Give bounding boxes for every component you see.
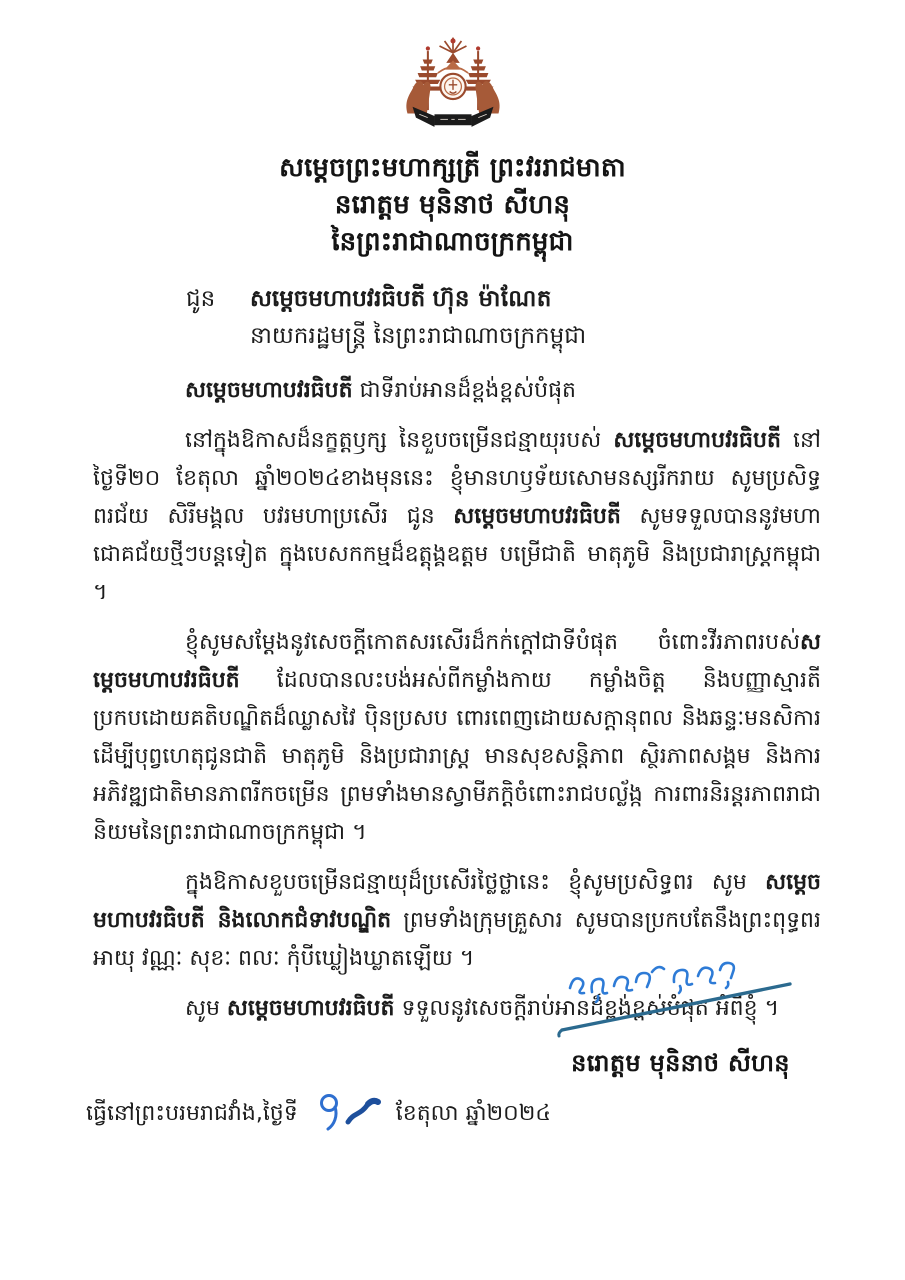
royal-arms-icon xyxy=(394,34,512,144)
recipient-line-1 xyxy=(250,286,552,312)
paragraph-2: ខ្ញុំសូមសម្តែងនូវសេចក្តីកោតសរសើរដ៏កក់ក្តៅជាទីបំផុត ចំពោះវីរភាពរបស់សម្តេចមហាបវរធិបតី ដែលបានលះបង់អស់ពីកម្លាំងកាយ កម្លាំងចិត្ត និងបញ្ញាស្មារតី ប្រកបដោយគតិបណ្ឌិតដ៏ឈ្លាសវៃ ប៉ិនប្រសប ពោរពេញដោយសក្តានុពល និងឆន្ទៈមនសិការ ដើម្បីបុព្វហេតុជូនជាតិ មាតុភូមិ និងប្រជារាស្ត្រ មានសុខសន្តិភាព ស្ថិរភាពសង្គម និងការអភិវឌ្ឍជាតិមានភាពរីកចម្រើន ព្រមទាំងមានស្វាមីភក្តិចំពោះរាជបល្ល័ង្ក ការពារនិរន្តរភាពរាជានិយមនៃព្រះរាជាណាចក្រកម្ពុជា ។ xyxy=(93,630,821,845)
recipient-name: ហ៊ុន ម៉ាណែត xyxy=(432,286,552,312)
royal-header xyxy=(0,150,905,261)
crest-container xyxy=(0,34,905,144)
dateline-suffix: ខែតុលា ឆ្នាំ២០២៤ xyxy=(395,1101,551,1126)
recipient-block xyxy=(186,281,586,355)
recipient-title: សម្តេចមហាបវរធិបតី xyxy=(250,286,426,312)
paragraph-1: នៅក្នុងឱកាសដ៏នក្ខត្តឫក្ស នៃខួបចម្រើនជន្មាយុរបស់ សម្តេចមហាបវរធិបតី នៅថ្ងៃទី២០ ខែតុលា ឆ្នាំ២០២៤ខាងមុននេះ ខ្ញុំមានហឫទ័យសោមនស្សរីករាយ សូមប្រសិទ្ធពរជ័យ សិរីមង្គល បវរមហាប្រសើរ ជូន សម្តេចមហាបវរធិបតី សូមទទួលបាននូវមហាជោគជ័យថ្មីៗបន្តទៀត ក្នុងបេសកកម្មដ៏ឧត្តុង្គឧត្តម បម្រើជាតិ មាតុភូមិ និងប្រជារាស្ត្រកម្ពុជា ។ xyxy=(93,428,821,605)
recipient-lines xyxy=(250,281,586,355)
header-line-queen-name: នរោត្តម មុនិនាថ សីហនុ xyxy=(334,190,571,220)
body-paragraphs xyxy=(93,372,821,1040)
dateline-prefix: ធ្វើនៅព្រះបរមរាជវាំង,ថ្ងៃទី xyxy=(86,1101,298,1126)
signature-block xyxy=(538,942,823,1083)
signature-handwriting-text xyxy=(810,942,811,943)
dateline xyxy=(86,1088,551,1134)
header-line-queen-title: សម្តេចព្រះមហាក្សត្រី ព្រះវររាជមាតា xyxy=(279,153,626,183)
header-line-kingdom: នៃព្រះរាជាណាចក្រកម្ពុជា xyxy=(331,227,574,257)
paragraph-4: សូម សម្តេចមហាបវរធិបតី ទទួលនូវសេចក្តីរាប់អានដ៏ខ្ពង់ខ្ពស់បំផុត អំពីខ្ញុំ ។ xyxy=(185,996,780,1021)
paragraph-3: ក្នុងឱកាសខួបចម្រើនជន្មាយុដ៏ប្រសើរថ្លៃថ្លានេះ ខ្ញុំសូមប្រសិទ្ធពរ សូម សម្តេចមហាបវរធិបតី និងលោកជំទាវបណ្ឌិត ព្រមទាំងក្រុមគ្រួសារ សូមបានប្រកបតែនឹងព្រះពុទ្ធពរ អាយុ វណ្ណៈ សុខៈ ពលៈ កុំបីឃ្លៀងឃ្លាតឡើយ ។ xyxy=(93,870,821,971)
handwritten-day-icon xyxy=(312,1088,382,1132)
signatory-name: នរោត្តម មុនិនាថ សីហនុ xyxy=(571,1049,790,1077)
recipient-subtitle: នាយករដ្ឋមន្ត្រី នៃព្រះរាជាណាចក្រកម្ពុជា xyxy=(250,323,587,349)
signature-icon xyxy=(552,942,810,1038)
recipient-label: ជូន xyxy=(186,286,216,312)
salutation: សម្តេចមហាបវរធិបតី ជាទីរាប់អានដ៏ខ្ពង់ខ្ពស់បំផុត xyxy=(185,378,577,403)
